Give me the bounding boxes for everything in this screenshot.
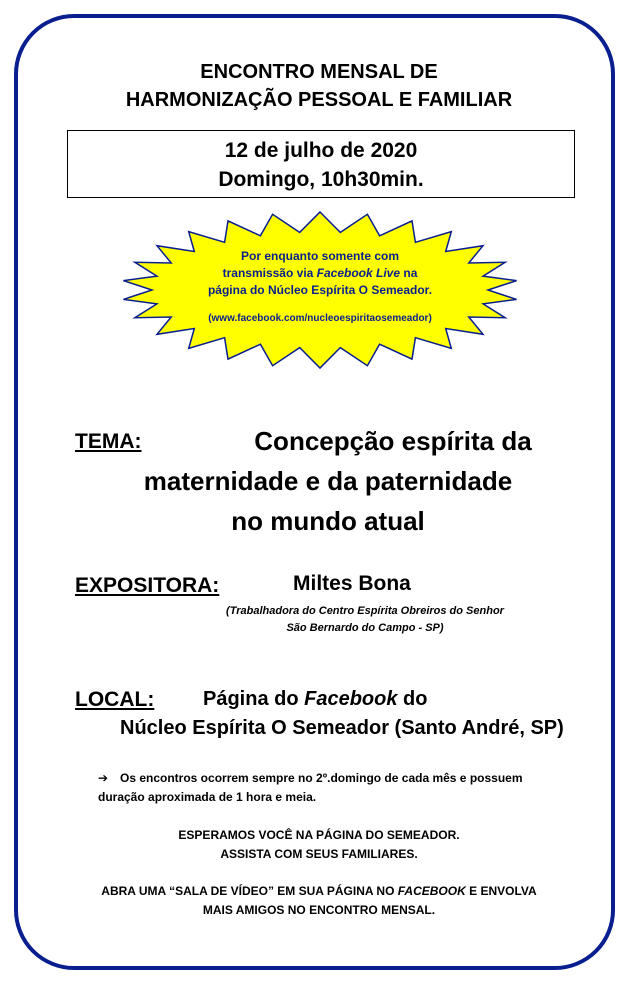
broadcast-line-2 [170,265,470,282]
tema-label: TEMA: [75,430,142,453]
cta-line-1-prefix: ABRA UMA “SALA DE VÍDEO” EM SUA PÁGINA NO [101,884,398,898]
cta-line-1-suffix: E ENVOLVA [465,884,537,898]
arrow-right-icon: ➔ [98,771,109,785]
broadcast-notice [170,248,470,299]
expositora-label: EXPOSITORA: [75,574,220,597]
tema-line-2: maternidade e da paternidade [143,466,513,496]
tema-line-1: Concepção espírita da [254,426,532,456]
title-line-2: HARMONIZAÇÃO PESSOAL E FAMILIAR [125,89,513,111]
invitation-text [0,826,638,864]
local-facebook-text: Facebook [304,688,398,710]
local-line-1 [203,688,427,711]
cta-line-2: MAIS AMIGOS NO ENCONTRO MENSAL. [202,903,436,917]
expositora-note [190,603,540,637]
tema-title [88,421,568,541]
schedule-note-line-1 [98,769,568,788]
broadcast-line-2-suffix: na [400,266,418,280]
broadcast-line-1: Por enquanto somente com [240,249,400,263]
cta-line-1 [0,882,638,901]
broadcast-line-3: página do Núcleo Espírita O Semeador. [207,283,433,297]
local-line-2: Núcleo Espírita O Semeador (Santo André, SP) [120,717,564,739]
date-box [67,130,575,198]
expositora-name: Miltes Bona [293,572,411,595]
facebook-live-text: Facebook Live [316,266,401,280]
local-label: LOCAL: [75,688,155,711]
tema-line-3: no mundo atual [231,506,425,536]
local-line-1-prefix: Página do [203,688,305,710]
event-time: Domingo, 10h30min. [218,168,424,191]
call-to-action [0,882,638,920]
broadcast-line-2-prefix: transmissão via [222,266,317,280]
local-line-1-suffix: do [397,688,428,710]
schedule-note-text-1: Os encontros ocorrem sempre no 2º.domingo de cada mês e possuem [120,771,523,785]
event-title [0,58,638,114]
facebook-url: (www.facebook.com/nucleoespiritaosemeador) [208,313,432,324]
event-date: 12 de julho de 2020 [224,139,418,162]
schedule-note [98,769,568,807]
invitation-line-2: ASSISTA COM SEUS FAMILIARES. [220,847,418,861]
schedule-note-line-2: duração aproximada de 1 hora e meia. [98,790,317,804]
invitation-line-1: ESPERAMOS VOCÊ NA PÁGINA DO SEMEADOR. [178,828,460,842]
expositora-note-line-1: (Trabalhadora do Centro Espírita Obreiros do Senhor [226,605,504,617]
expositora-note-line-2: São Bernardo do Campo - SP) [286,622,444,634]
title-line-1: ENCONTRO MENSAL DE [200,61,438,83]
cta-facebook-text: FACEBOOK [397,884,466,898]
